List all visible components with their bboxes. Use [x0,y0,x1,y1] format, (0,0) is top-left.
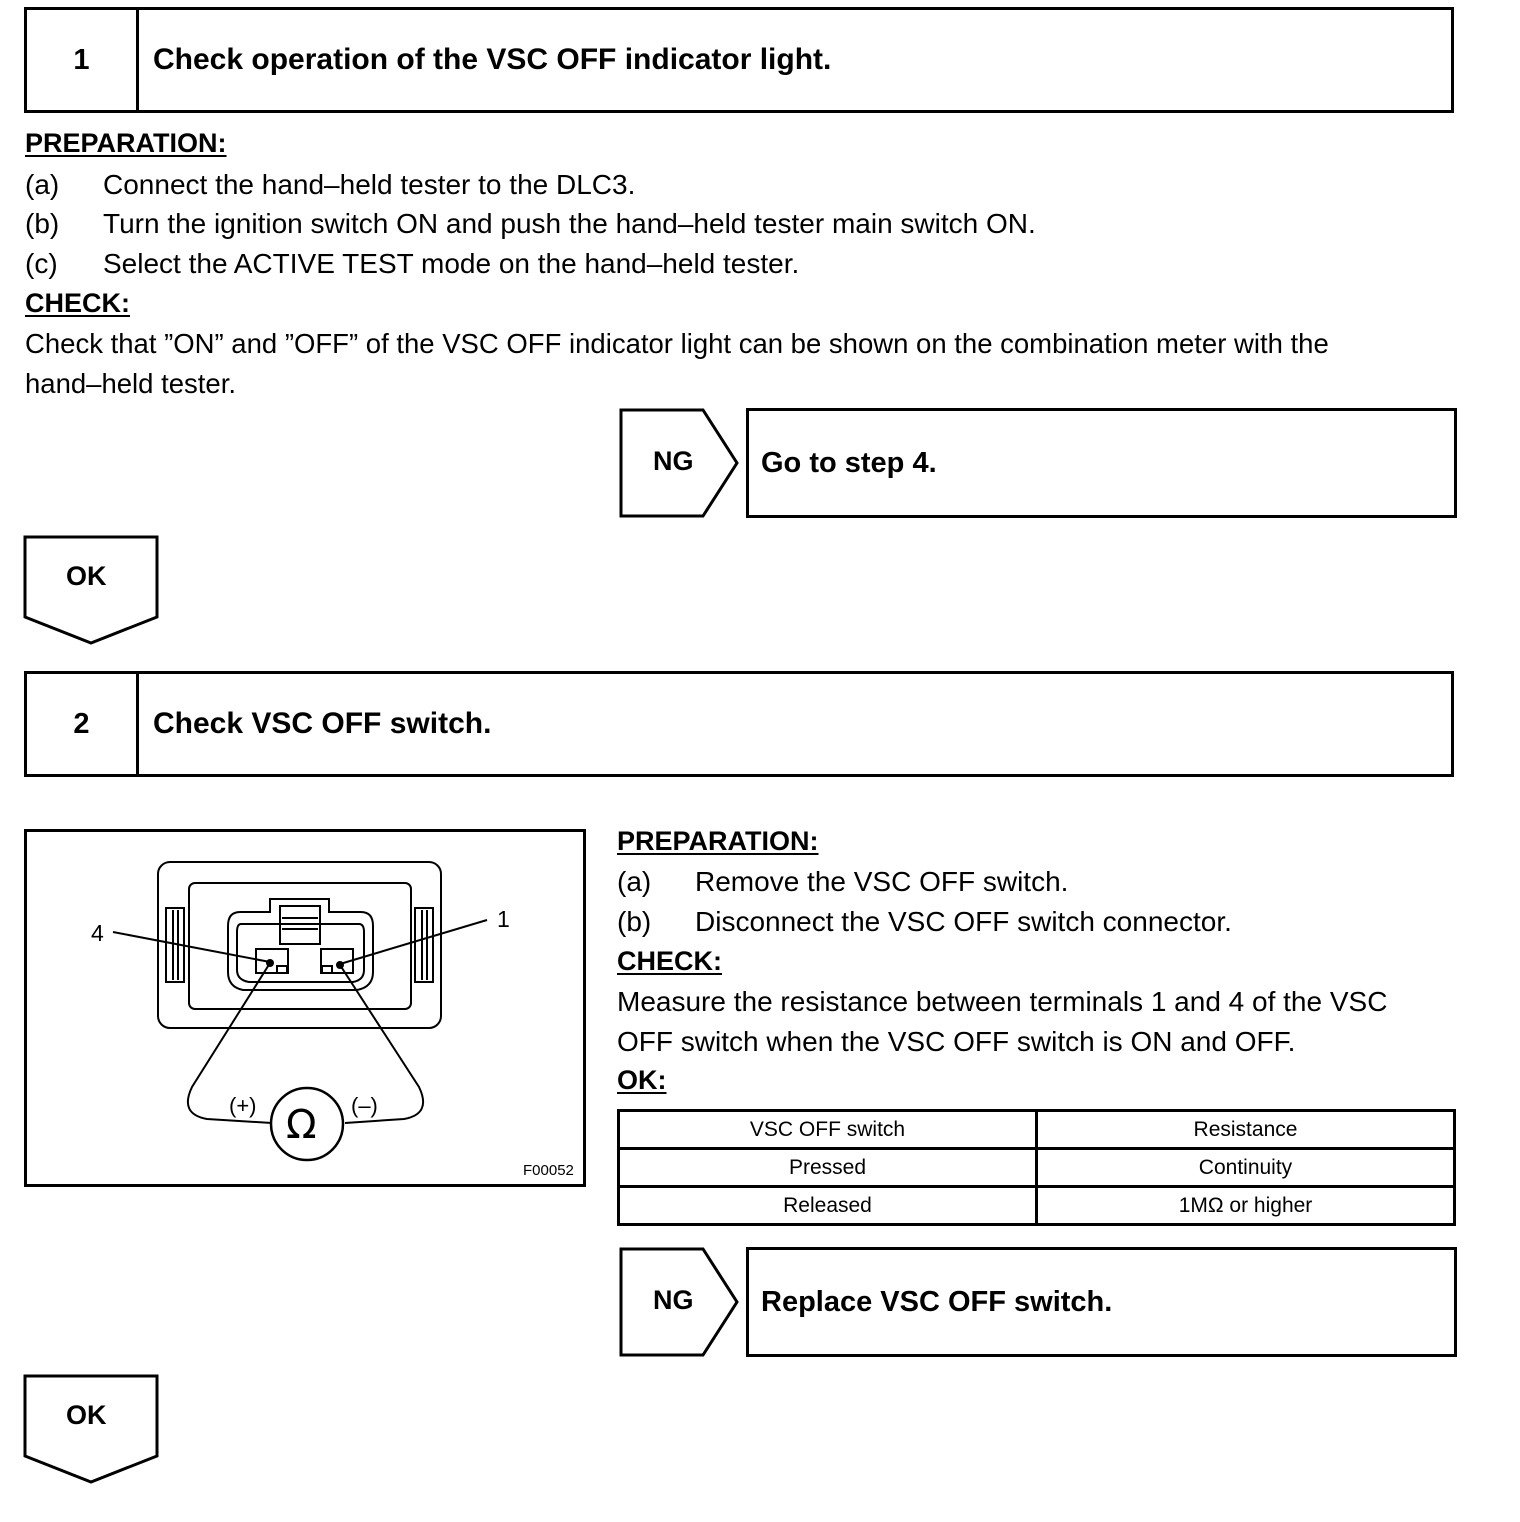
step-2-ng-result: Replace VSC OFF switch. [746,1247,1457,1357]
table-row [619,1149,1455,1187]
item-label: (c) [25,248,58,279]
table-row [619,1187,1455,1225]
step-2-check-line: Measure the resistance between terminals 1 and 4 of the VSC [617,986,1388,1017]
step-1-title: Check operation of the VSC OFF indicator light. [153,43,832,76]
item-text: Remove the VSC OFF switch. [695,866,1069,897]
step-1-header [24,7,1454,113]
step-1-ng-label: NG [653,446,694,476]
resistance-spec-table [617,1109,1456,1226]
item-label: (b) [25,208,60,239]
step-2-title: Check VSC OFF switch. [153,707,492,740]
step-1-preparation-heading: PREPARATION: [25,128,227,158]
item-label: (b) [617,906,652,937]
step-2-prep-item [617,906,1232,938]
step-1-check-line: Check that ”ON” and ”OFF” of the VSC OFF indicator light can be shown on the combination meter with the [25,328,1329,359]
step-2-ok-label: OK [66,1400,107,1430]
table-cell: Continuity [1037,1149,1455,1187]
plus-probe-label: (+) [229,1093,257,1118]
step-2-number: 2 [27,674,139,774]
item-text: Connect the hand–held tester to the DLC3. [103,169,636,200]
minus-probe-label: (–) [351,1093,378,1118]
step-1-number: 1 [27,10,139,110]
step-2-header [24,671,1454,777]
step-1-prep-item [25,169,636,201]
terminal-4-label: 4 [91,920,104,946]
figure-code: F00052 [523,1162,574,1179]
step-1-ng-result: Go to step 4. [746,408,1457,518]
table-header-cell: VSC OFF switch [619,1111,1037,1149]
item-text: Select the ACTIVE TEST mode on the hand–held tester. [103,248,800,279]
item-label: (a) [25,169,60,200]
step-2-preparation-heading: PREPARATION: [617,826,819,856]
step-2-check-heading: CHECK: [617,946,722,976]
ohmmeter-symbol: Ω [286,1102,317,1148]
connector-figure [24,829,586,1187]
step-1-ok-label: OK [66,561,107,591]
table-cell: Released [619,1187,1037,1225]
step-1-check-heading: CHECK: [25,288,130,318]
item-text: Disconnect the VSC OFF switch connector. [695,906,1232,937]
item-label: (a) [617,866,652,897]
step-1-prep-item [25,248,800,280]
terminal-1-label: 1 [497,906,510,932]
table-cell: Pressed [619,1149,1037,1187]
step-2-prep-item [617,866,1069,898]
step-1-prep-item [25,208,1036,240]
step-2-ng-label: NG [653,1285,694,1315]
table-header-row [619,1111,1455,1149]
step-2-ok-heading: OK: [617,1065,667,1095]
item-text: Turn the ignition switch ON and push the hand–held tester main switch ON. [103,208,1036,239]
table-cell: 1MΩ or higher [1037,1187,1455,1225]
step-2-check-line: OFF switch when the VSC OFF switch is ON and OFF. [617,1026,1296,1057]
table-header-cell: Resistance [1037,1111,1455,1149]
step-1-check-line: hand–held tester. [25,368,237,399]
